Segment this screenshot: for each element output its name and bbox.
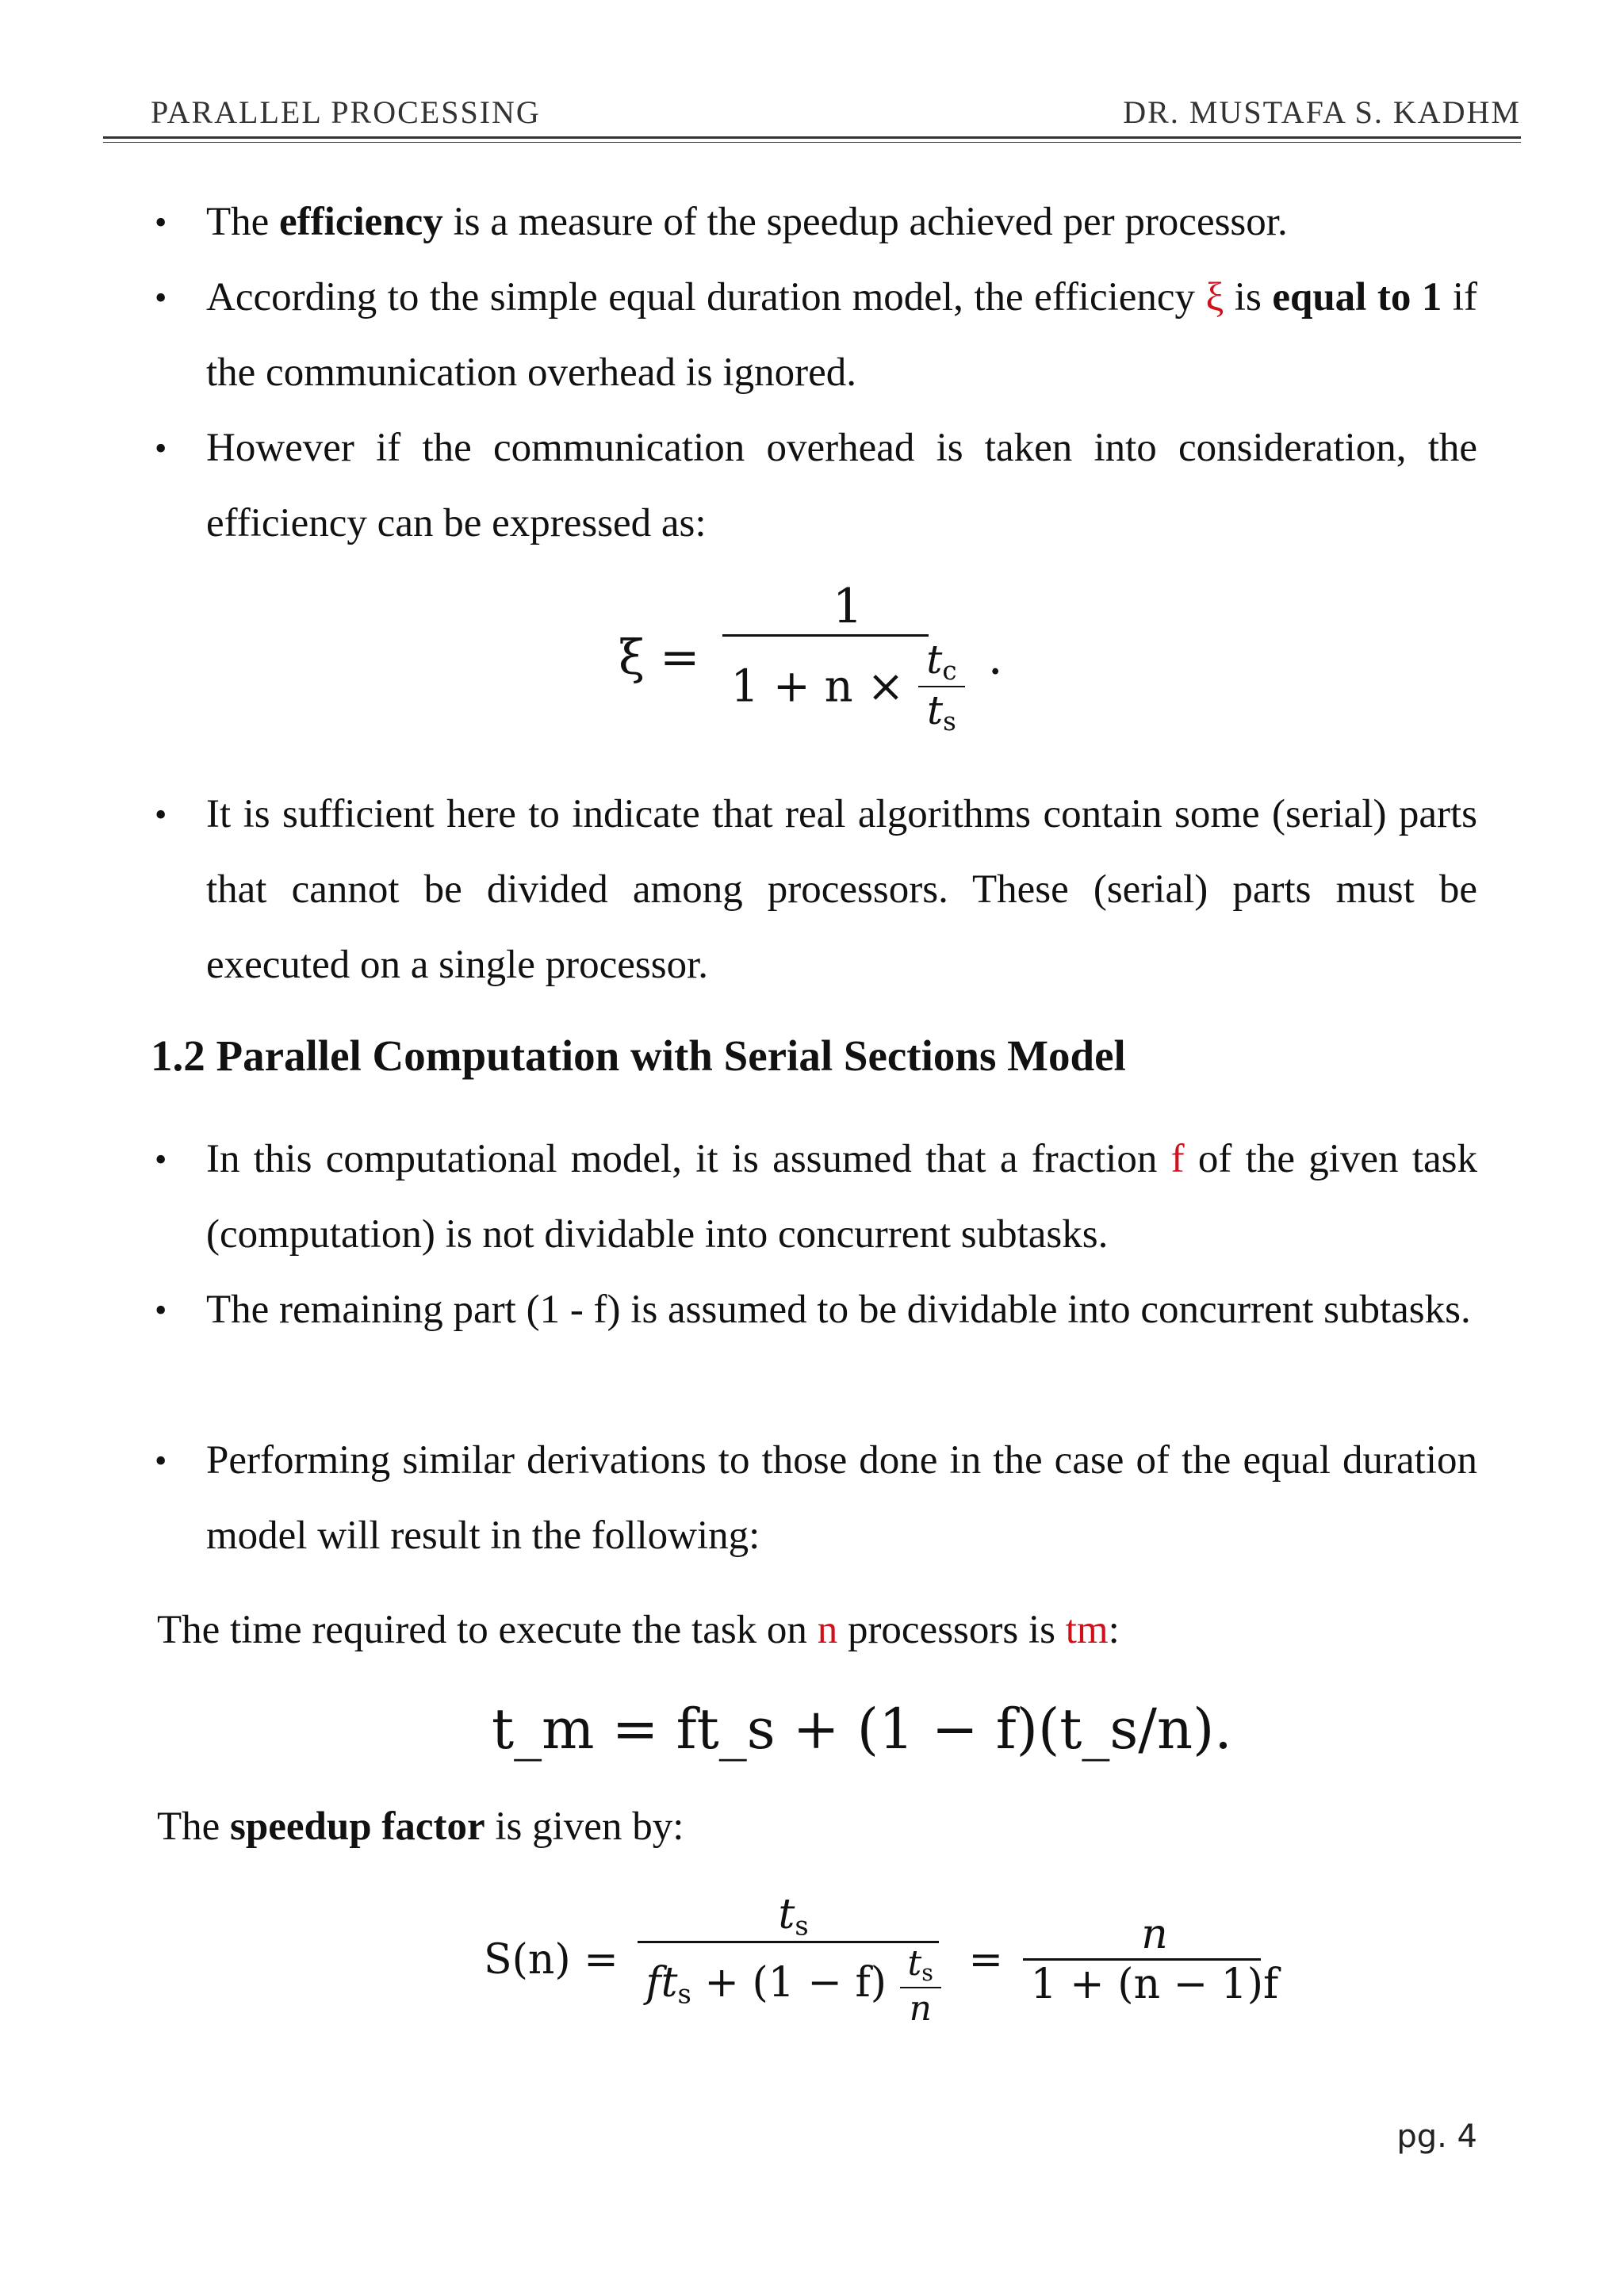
ts-subscript: s bbox=[921, 1959, 933, 1987]
page-header bbox=[103, 94, 1521, 140]
bullet-text: The remaining part (1 - f) is assumed to be dividable into concurrent subtasks. bbox=[206, 1288, 1471, 1332]
efficiency-equation bbox=[619, 579, 1003, 737]
eq-denominator-text: 1 + (n − 1)f bbox=[1030, 1961, 1279, 2009]
n-symbol: n bbox=[817, 1608, 838, 1652]
time-equation: t_m = ft_s + (1 − f)(t_s/n). bbox=[492, 1697, 1232, 1762]
line-text: The time required to execute the task on bbox=[157, 1608, 818, 1652]
bullet-text: The bbox=[206, 200, 280, 244]
eq-text: + (1 − f) bbox=[691, 1959, 887, 2007]
bullet-text: In this computational model, it is assumed that a fraction bbox=[206, 1137, 1171, 1181]
ts-symbol: t bbox=[907, 1943, 922, 1984]
header-author: DR. MUSTAFA S. KADHM bbox=[1123, 94, 1521, 130]
line-text: : bbox=[1108, 1608, 1120, 1652]
bullet-text: is bbox=[1224, 275, 1273, 320]
ts-subscript: s bbox=[943, 706, 956, 737]
bullet-fraction-f bbox=[155, 1122, 1477, 1272]
f-symbol: f bbox=[1170, 1137, 1185, 1181]
bullet-efficiency-definition bbox=[155, 185, 1477, 260]
bullet-efficiency-equal-one bbox=[155, 260, 1477, 411]
header-title: PARALLEL PROCESSING bbox=[151, 94, 541, 130]
line-text: processors is bbox=[837, 1608, 1066, 1652]
bullet-communication-overhead bbox=[155, 411, 1477, 561]
bullet-icon: • bbox=[155, 278, 167, 317]
line-text: is given by: bbox=[485, 1804, 684, 1849]
eq-lhs: S(n) = bbox=[484, 1935, 619, 1984]
eq-period: . bbox=[987, 629, 1003, 686]
bullet-text: However if the communication overhead is taken into consideration, the efficiency can be expressed as: bbox=[206, 426, 1477, 545]
bullet-icon: • bbox=[155, 429, 167, 468]
ts-symbol: t bbox=[778, 1891, 795, 1938]
bullet-text: of the given task (computation) is not dividable into concurrent subtasks. bbox=[206, 1137, 1477, 1257]
bullet-icon: • bbox=[155, 795, 167, 834]
eq-denominator-text: 1 + n × bbox=[730, 660, 905, 713]
bullet-icon: • bbox=[155, 203, 167, 242]
eq-equals: = bbox=[968, 1935, 1004, 1984]
bullet-icon: • bbox=[155, 1140, 167, 1179]
speedup-bold-term: speedup factor bbox=[230, 1804, 485, 1849]
ts-symbol: t bbox=[927, 687, 944, 734]
ts-subscript: s bbox=[677, 1978, 691, 2010]
bullet-similar-derivations bbox=[155, 1423, 1477, 1574]
speedup-line bbox=[157, 1804, 684, 1850]
bullet-bold-term: equal to 1 bbox=[1272, 275, 1442, 320]
header-rule-thin bbox=[103, 142, 1521, 143]
eq-numerator: 1 bbox=[832, 579, 864, 634]
bullet-bold-term: efficiency bbox=[279, 200, 443, 244]
bullet-icon: • bbox=[155, 1291, 167, 1330]
header-rule bbox=[103, 136, 1521, 139]
speedup-equation bbox=[484, 1891, 1286, 2029]
line-text: The bbox=[157, 1804, 231, 1849]
bullet-text: According to the simple equal duration model, the efficiency bbox=[206, 275, 1206, 320]
bullet-serial-parts bbox=[155, 777, 1477, 1003]
bullet-icon: • bbox=[155, 1441, 167, 1480]
bullet-text: is a measure of the speedup achieved per processor. bbox=[442, 200, 1288, 244]
bullet-text: It is sufficient here to indicate that real algorithms contain some (serial) parts that cannot be divided among processors. These (serial) parts must be executed on a single processor. bbox=[206, 792, 1477, 987]
bullet-text: if the communication overhead is ignored. bbox=[206, 275, 1477, 395]
page-number: pg. 4 bbox=[1396, 2118, 1477, 2155]
tc-symbol: t bbox=[926, 637, 943, 683]
n-symbol: n bbox=[909, 1988, 932, 2029]
time-required-line bbox=[157, 1607, 1120, 1653]
tm-symbol: tm bbox=[1065, 1608, 1109, 1652]
section-heading: 1.2 Parallel Computation with Serial Sections Model bbox=[151, 1031, 1126, 1080]
bullet-text: Performing similar derivations to those done in the case of the equal duration model will result in the following: bbox=[206, 1438, 1477, 1558]
n-symbol: n bbox=[1141, 1911, 1168, 1959]
ft-symbol: ft bbox=[645, 1959, 678, 2007]
xi-symbol: ξ bbox=[1205, 275, 1224, 320]
bullet-remaining-part bbox=[155, 1272, 1477, 1348]
tc-subscript: c bbox=[942, 656, 957, 687]
ts-subscript: s bbox=[795, 1910, 809, 1942]
eq-lhs: ξ = bbox=[619, 629, 700, 686]
